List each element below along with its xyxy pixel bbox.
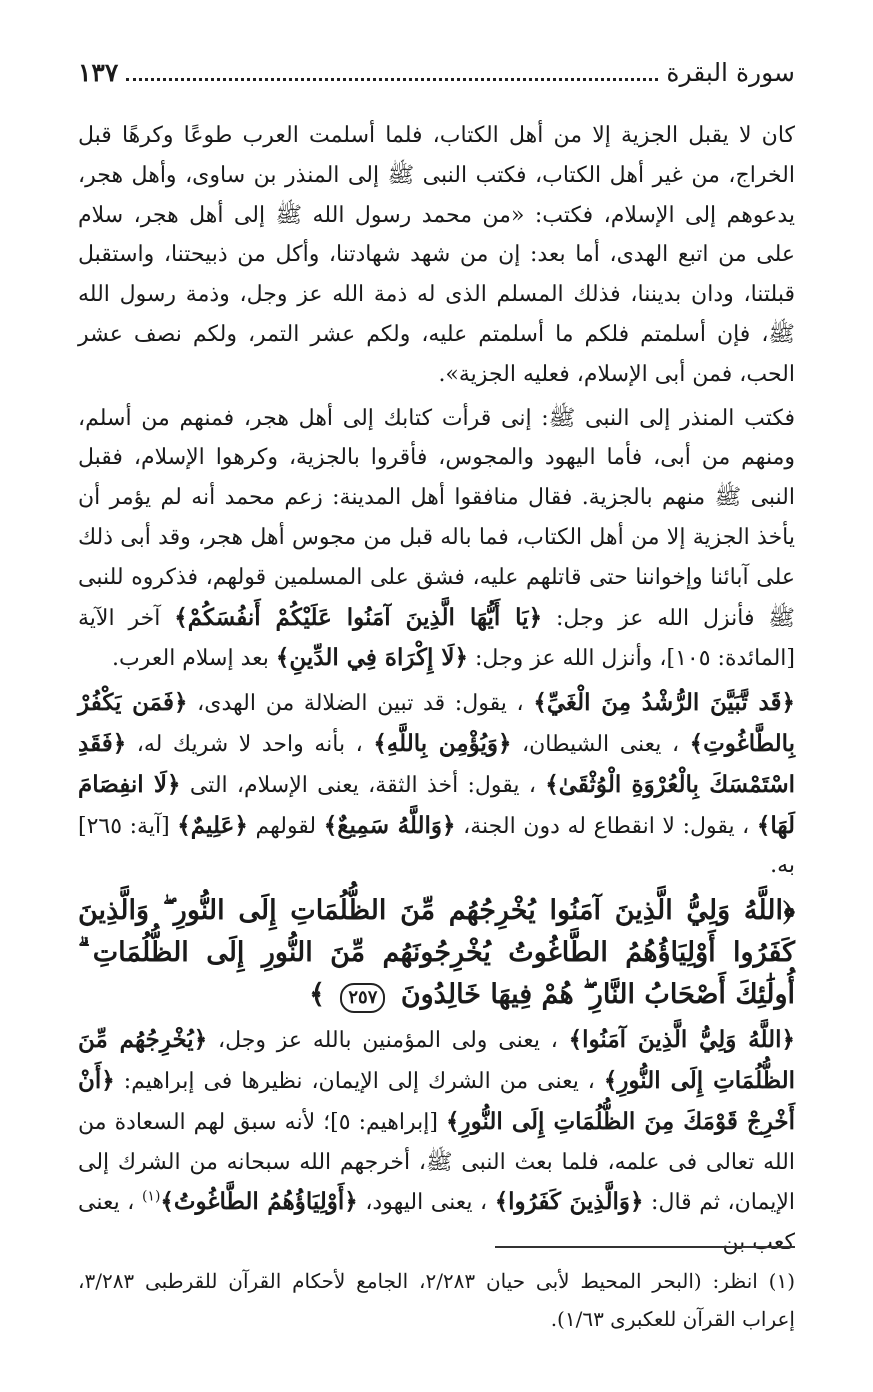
surah-title: سورة البقرة	[666, 57, 795, 87]
footnote-separator	[495, 1246, 795, 1248]
paragraph-3	[78, 683, 795, 886]
paragraph-2	[78, 399, 795, 680]
paragraph-4	[78, 1020, 795, 1263]
paragraph-1: كان لا يقبل الجزية إلا من أهل الكتاب، فلما أسلمت العرب طوعًا وكرهًا قبل الخراج، من غير أهل الكتاب، فكتب النبى ﷺ إلى المنذر بن ساوى، وأهل هجر، يدعوهم إلى الإسلام، فكتب: «من محمد رسول الله ﷺ إلى أهل هجر، سلام على من اتبع الهدى، أما بعد: إن من شهد شهادتنا، وأكل من ذبيحتنا، واستقبل قبلتنا، ودان بديننا، فذلك المسلم الذى له ذمة الله عز وجل، وذمة رسول الله ﷺ، فإن أسلمتم فلكم ما أسلمتم عليه، ولكم عشر التمر، ولكم نصف عشر الحب، فمن أبى الإسلام، فعليه الجزية».	[78, 123, 796, 387]
page-header	[78, 52, 795, 92]
quran-verse-block	[78, 890, 795, 1016]
paragraph-4-text-c: [إبراهيم: ٥]؛ لأنه سبق لهم السعادة من الله تعالى فى علمه، فلما بعث النبى ﷺ، أخرجهم الله سبحانه من الشرك إلى الإيمان، ثم قال:	[78, 1109, 796, 1216]
paragraph-3-text-g: [آية: ٢٦٥] به.	[78, 813, 795, 879]
paragraph-4-text-d: ، يعنى اليهود،	[365, 1190, 488, 1216]
paragraph-2-text-c: بعد إسلام العرب.	[112, 646, 269, 672]
quran-quote: ﴿يُخْرِجُهُم مِّنَ الظُّلُمَاتِ إِلَى النُّورِ﴾	[78, 1026, 795, 1094]
quran-quote: ﴿لَا انفِصَامَ لَهَا﴾	[78, 770, 795, 839]
quran-verse-close: ﴾	[309, 979, 325, 1011]
page-number: ١٣٧	[78, 57, 119, 87]
paragraph-3-text-c: ، بأنه واحد لا شريك له،	[136, 731, 363, 757]
paragraph-4-text-e: ، يعنى كعب بن	[78, 1190, 795, 1256]
page-body	[78, 116, 795, 1267]
footnote: (١) انظر: (البحر المحيط لأبى حيان ٢/٢٨٣، الجامع لأحكام القرآن للقرطبى ٣/٢٨٣، إعراب القرآن للعكبرى ١/٦٣).	[78, 1269, 795, 1331]
quran-quote: ﴿فَقَدِ اسْتَمْسَكَ بِالْعُرْوَةِ الْوُثْقَىٰ﴾	[78, 729, 795, 798]
paragraph-3-text-b: ، يعنى الشيطان،	[522, 731, 680, 757]
paragraph-4-text-b: ، يعنى من الشرك إلى الإيمان، نظيرها فى إبراهيم:	[123, 1068, 595, 1094]
paragraph-3-text-f: لقولهم	[255, 813, 317, 839]
paragraph-3-text-d: ، يقول: أخذ الثقة، يعنى الإسلام، التى	[189, 772, 536, 798]
footnote-marker: (١)	[141, 1189, 161, 1205]
quran-quote: ﴿أَنْ أَخْرِجْ قَوْمَكَ مِنَ الظُّلُمَاتِ إِلَى النُّورِ﴾	[78, 1066, 796, 1135]
paragraph-2-text-a: فكتب المنذر إلى النبى ﷺ: إنى قرأت كتابك إلى أهل هجر، فمنهم من أسلم، ومنهم من أبى، فأما اليهود والمجوس، فأقروا بالجزية، وكرهوا الإسلام، فقبل النبى ﷺ منهم بالجزية. فقال منافقوا أهل المدينة: زعم محمد أنه لم يؤمر أن يأخذ الجزية إلا من أهل الكتاب، فما باله قبل من مجوس أهل هجر، وقد أبى ذلك على آبائنا وإخواننا حتى قاتلهم عليه، فشق على المسلمين قولهم، فذكروه للنبى ﷺ فأنزل الله عز وجل:	[78, 405, 796, 631]
quran-quote: ﴿قَد تَّبَيَّنَ الرُّشْدُ مِنَ الْغَيِّ﴾	[533, 689, 795, 717]
paragraph-3-text-e: ، يقول: لا انقطاع له دون الجنة،	[463, 813, 750, 839]
paragraph-2-text-b: آخر الآية [المائدة: ١٠٥]، وأنزل الله عز وجل:	[78, 605, 795, 672]
paragraph-3-text-a: ، يقول: قد تبين الضلالة من الهدى،	[197, 691, 524, 717]
paragraph-4-text-a: ، يعنى ولى المؤمنين بالله عز وجل،	[218, 1028, 558, 1054]
quran-quote: ﴿وَيُؤْمِن بِاللَّهِ﴾	[373, 729, 512, 757]
ayah-number-mark: ٢٥٧	[340, 983, 385, 1013]
quran-quote: ﴿لَا إِكْرَاهَ فِي الدِّينِ﴾	[275, 644, 468, 672]
header-dot-leader	[126, 78, 658, 81]
quran-quote: ﴿عَلِيمٌ﴾	[177, 811, 248, 839]
quran-quote: ﴿وَالَّذِينَ كَفَرُوا﴾	[494, 1188, 644, 1216]
quran-quote: ﴿اللَّهُ وَلِيُّ الَّذِينَ آمَنُوا﴾	[568, 1026, 795, 1054]
quran-quote: ﴿أَوْلِيَاؤُهُمُ الطَّاغُوتُ﴾	[160, 1188, 358, 1216]
quran-quote: ﴿يَا أَيُّهَا الَّذِينَ آمَنُوا عَلَيْكُمْ أَنفُسَكُمْ﴾	[174, 603, 543, 631]
quran-quote: ﴿فَمَن يَكْفُرْ بِالطَّاغُوتِ﴾	[78, 689, 795, 757]
quran-verse-text: ﴿اللَّهُ وَلِيُّ الَّذِينَ آمَنُوا يُخْرِجُهُم مِّنَ الظُّلُمَاتِ إِلَى النُّورِ ۖ وَالَّذِينَ كَفَرُوا أَوْلِيَاؤُهُمُ الطَّاغُوتُ يُخْرِجُونَهُم مِّنَ النُّورِ إِلَى الظُّلُمَاتِ ۗ أُولَٰئِكَ أَصْحَابُ النَّارِ ۖ هُمْ فِيهَا خَالِدُونَ	[78, 895, 795, 1011]
quran-quote: ﴿وَاللَّهُ سَمِيعٌ﴾	[323, 811, 456, 839]
